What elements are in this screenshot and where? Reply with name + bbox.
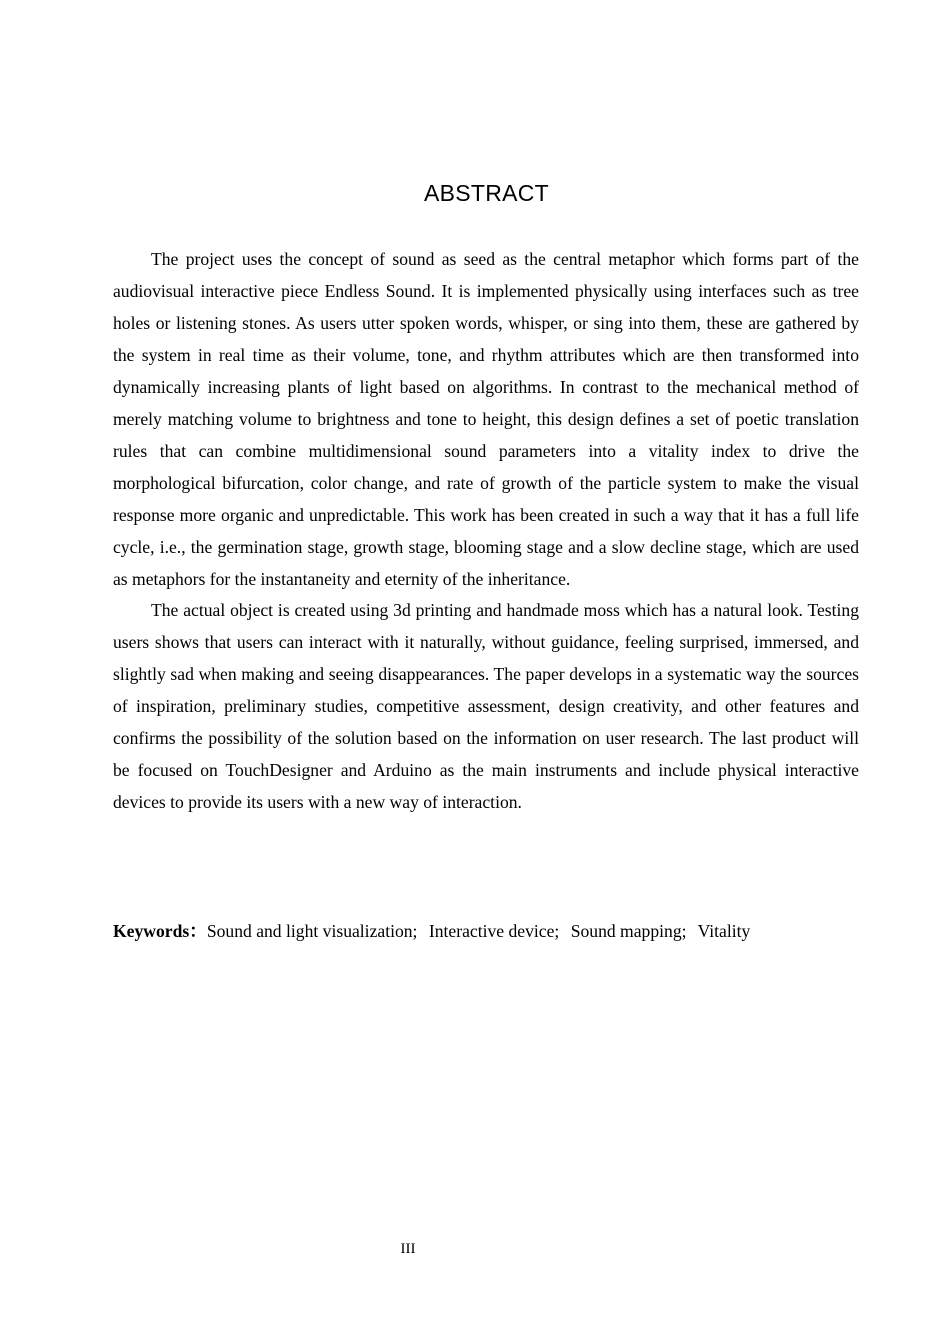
keywords-line	[113, 915, 859, 947]
keyword-item: Sound mapping;	[570, 921, 687, 941]
keyword-item: Sound and light visualization;	[206, 921, 418, 941]
abstract-title: ABSTRACT	[423, 180, 550, 206]
keyword-item: Interactive device;	[428, 921, 560, 941]
page-number: III	[400, 1241, 416, 1257]
abstract-body	[113, 244, 859, 819]
abstract-paragraph-2: The actual object is created using 3d printing and handmade moss which has a natural look. Testing users shows that users can interact with it naturally, without guidance, feeling surprised, immersed, and slightly sad when making and seeing disappearances. The paper develops in a systematic way the sources of inspiration, preliminary studies, competitive assessment, design creativity, and other features and confirms the possibility of the solution based on the information on user research. The last product will be focused on TouchDesigner and Arduino as the main instruments and include physical interactive devices to provide its users with a new way of interaction.	[113, 600, 859, 813]
keywords-label: Keywords：	[113, 921, 207, 941]
abstract-paragraph-1: The project uses the concept of sound as seed as the central metaphor which forms part of the audiovisual interactive piece Endless Sound. It is implemented physically using interfaces such as tree holes or listening stones. As users utter spoken words, whisper, or sing into them, these are gathered by the system in real time as their volume, tone, and rhythm attributes which are then transformed into dynamically increasing plants of light based on algorithms. In contrast to the mechanical method of merely matching volume to brightness and tone to height, this design defines a set of poetic translation rules that can combine multidimensional sound parameters into a vitality index to drive the morphological bifurcation, color change, and rate of growth of the particle system to make the visual response more organic and unpredictable. This work has been created in such a way that it has a full life cycle, i.e., the germination stage, growth stage, blooming stage and a slow decline stage, which are used as metaphors for the instantaneity and eternity of the inheritance.	[113, 249, 859, 589]
keyword-item: Vitality	[697, 921, 751, 941]
